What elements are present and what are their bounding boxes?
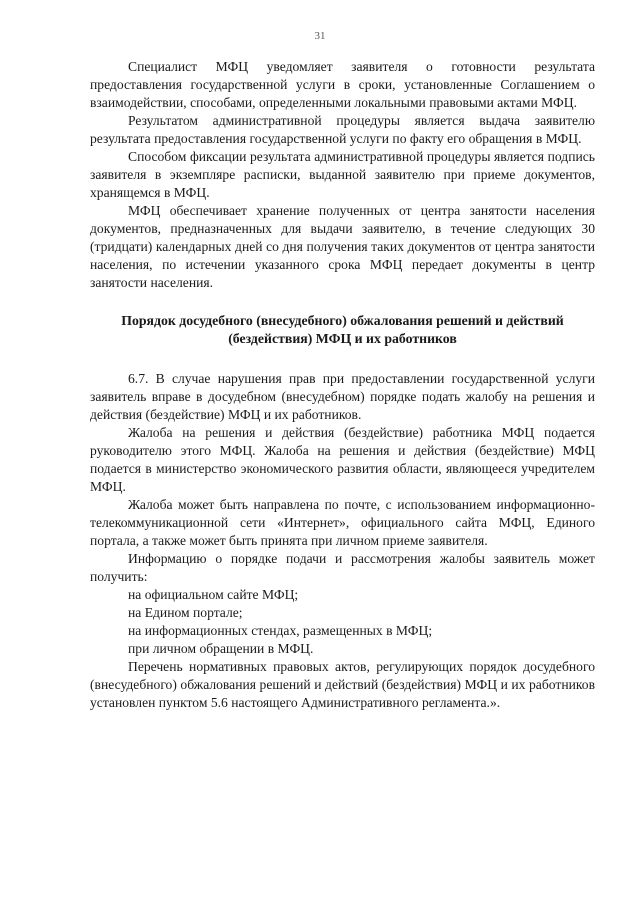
paragraph-info-sources: Информацию о порядке подачи и рассмотрения жалобы заявитель может получить: [90,551,595,584]
paragraph-6-7: 6.7. В случае нарушения прав при предоставлении государственной услуги заявитель вправе в досудебном (внесудебном) порядке подать жалобу на решения и действия (бездействие) МФЦ и их работников. [90,371,595,422]
document-body [90,58,595,712]
paragraph-complaint-channels: Жалоба может быть направлена по почте, с использованием информационно-телекоммуникационной сети «Интернет», официального сайта МФЦ, Единого портала, а также может быть принята при личном приеме заявителя. [90,497,595,548]
paragraph-result: Результатом административной процедуры является выдача заявителю результата предоставления государственной услуги по факту его обращения в МФЦ. [90,113,595,146]
info-sources-list [90,586,595,658]
paragraph-complaint-recipient: Жалоба на решения и действия (бездействие) работника МФЦ подается руководителю этого МФЦ. Жалоба на решения и действия (бездействие) МФЦ подается в министерство экономического развития области, являющееся учредителем МФЦ. [90,425,595,494]
list-item: при личном обращении в МФЦ. [128,641,314,656]
page-number: 31 [314,30,326,42]
paragraph-regulations: Перечень нормативных правовых актов, регулирующих порядок досудебного (внесудебного) обжалования решений и действий (бездействия) МФЦ и их работников установлен пунктом 5.6 настоящего Административного регламента.». [90,659,595,710]
paragraph-storage: МФЦ обеспечивает хранение полученных от центра занятости населения документов, предназначенных для выдачи заявителю, в течение следующих 30 (тридцати) календарных дней со дня получения таких документов от центра занятости населения, по истечении указанного срока МФЦ передает документы в центр занятости населения. [90,203,595,290]
section-heading: Порядок досудебного (внесудебного) обжалования решений и действий (бездействия) МФЦ и их работников [121,313,564,346]
paragraph-fixation: Способом фиксации результата административной процедуры является подпись заявителя в экземпляре расписки, выданной заявителю при приеме документов, хранящемся в МФЦ. [90,149,595,200]
list-item: на Едином портале; [128,605,243,620]
paragraph-notification: Специалист МФЦ уведомляет заявителя о готовности результата предоставления государственной услуги в сроки, установленные Соглашением о взаимодействии, способами, определенными локальными правовыми актами МФЦ. [90,59,595,110]
list-item: на официальном сайте МФЦ; [128,587,299,602]
list-item: на информационных стендах, размещенных в МФЦ; [128,623,433,638]
